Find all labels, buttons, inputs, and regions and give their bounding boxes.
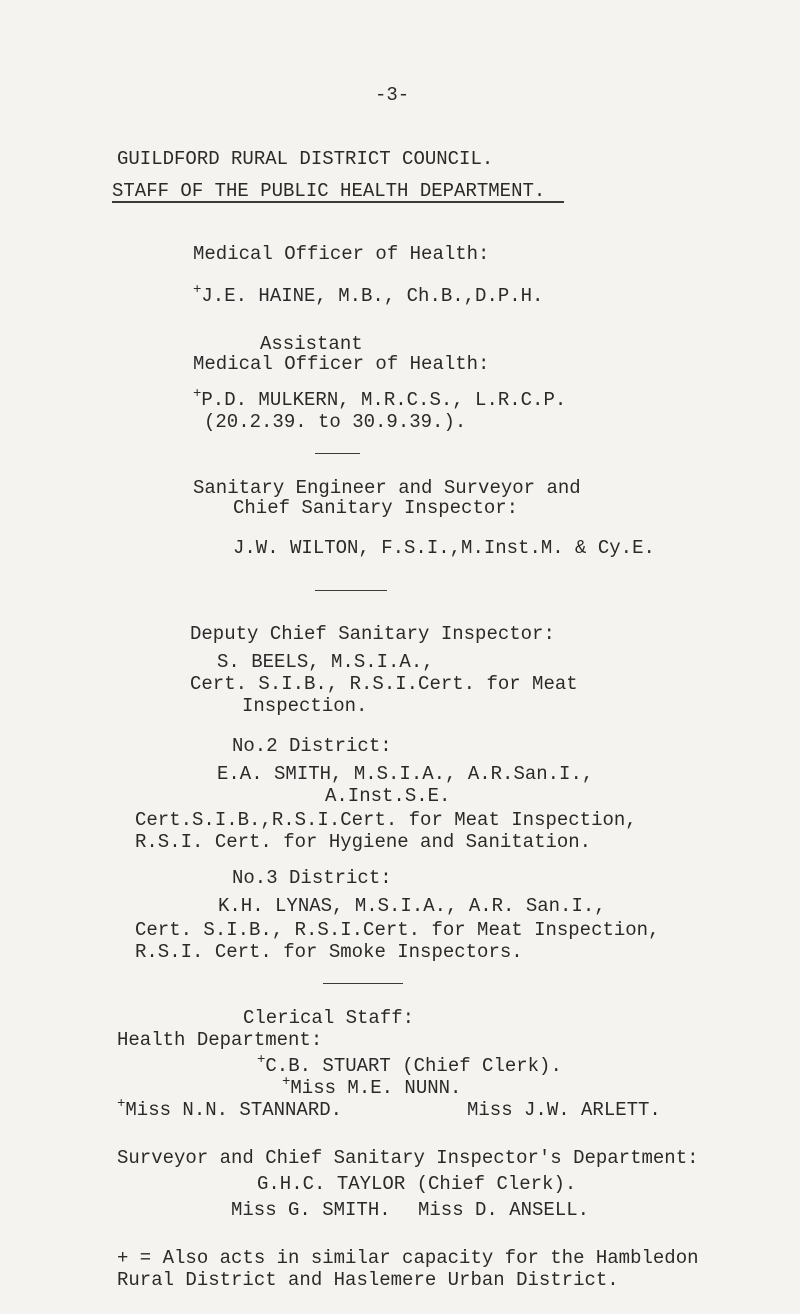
surveyor-chief-clerk: G.H.C. TAYLOR (Chief Clerk). (257, 1173, 577, 1195)
district2-line-2: A.Inst.S.E. (325, 785, 451, 807)
moh-marker: + (193, 282, 202, 298)
staff-heading: STAFF OF THE PUBLIC HEALTH DEPARTMENT. (112, 180, 546, 202)
surveyor-dept-heading: Surveyor and Chief Sanitary Inspector's Department: (117, 1147, 699, 1169)
clerk-1-marker: + (282, 1074, 291, 1090)
amoh-name-line (193, 386, 567, 413)
footnote-line-1: + = Also acts in similar capacity for the Hambledon (117, 1247, 699, 1269)
moh-heading: Medical Officer of Health: (193, 243, 490, 265)
heading-underline (112, 201, 564, 203)
engineer-name: J.W. WILTON, F.S.I.,M.Inst.M. & Cy.E. (233, 537, 655, 559)
clerk-3: Miss J.W. ARLETT. (467, 1099, 661, 1121)
surveyor-clerk-2: Miss D. ANSELL. (418, 1199, 590, 1221)
district2-line-3: Cert.S.I.B.,R.S.I.Cert. for Meat Inspection, (135, 809, 637, 831)
district3-heading: No.3 District: (232, 867, 392, 889)
district2-line-4: R.S.I. Cert. for Hygiene and Sanitation. (135, 831, 592, 853)
amoh-dates: (20.2.39. to 30.9.39.). (204, 411, 467, 433)
engineer-heading-1: Sanitary Engineer and Surveyor and (193, 477, 581, 499)
footnote-line-2: Rural District and Haslemere Urban District. (117, 1269, 619, 1291)
moh-name-line (193, 282, 544, 309)
moh-name: J.E. HAINE, M.B., Ch.B.,D.P.H. (201, 285, 544, 307)
deputy-heading: Deputy Chief Sanitary Inspector: (190, 623, 555, 645)
chief-clerk: C.B. STUART (Chief Clerk). (265, 1055, 562, 1077)
deputy-line-3: Inspection. (242, 695, 368, 717)
clerk-2-marker: + (117, 1096, 126, 1112)
page-number: -3- (375, 84, 410, 106)
amoh-marker: + (193, 386, 202, 402)
district3-line-1: K.H. LYNAS, M.S.I.A., A.R. San.I., (218, 895, 606, 917)
engineer-heading-2: Chief Sanitary Inspector: (233, 497, 519, 519)
section-divider (315, 590, 387, 591)
district2-heading: No.2 District: (232, 735, 392, 757)
district2-line-1: E.A. SMITH, M.S.I.A., A.R.San.I., (217, 763, 594, 785)
chief-clerk-line (257, 1052, 562, 1079)
district3-line-3: R.S.I. Cert. for Smoke Inspectors. (135, 941, 523, 963)
deputy-line-1: S. BEELS, M.S.I.A., (217, 651, 434, 673)
clerk-1: Miss M.E. NUNN. (290, 1077, 462, 1099)
clerk-2-line (117, 1096, 343, 1123)
chief-clerk-marker: + (257, 1052, 266, 1068)
clerical-heading: Clerical Staff: (243, 1007, 415, 1029)
council-title: GUILDFORD RURAL DISTRICT COUNCIL. (117, 148, 494, 170)
district3-line-2: Cert. S.I.B., R.S.I.Cert. for Meat Inspection, (135, 919, 660, 941)
amoh-heading-2: Medical Officer of Health: (193, 353, 490, 375)
health-dept-label: Health Department: (117, 1029, 323, 1051)
surveyor-clerk-1: Miss G. SMITH. (231, 1199, 391, 1221)
clerk-1-line (282, 1074, 462, 1101)
clerk-2: Miss N.N. STANNARD. (125, 1099, 343, 1121)
amoh-name: P.D. MULKERN, M.R.C.S., L.R.C.P. (201, 389, 567, 411)
section-divider (323, 983, 403, 984)
deputy-line-2: Cert. S.I.B., R.S.I.Cert. for Meat (190, 673, 578, 695)
amoh-heading-1: Assistant (260, 333, 363, 355)
section-divider (315, 453, 360, 454)
